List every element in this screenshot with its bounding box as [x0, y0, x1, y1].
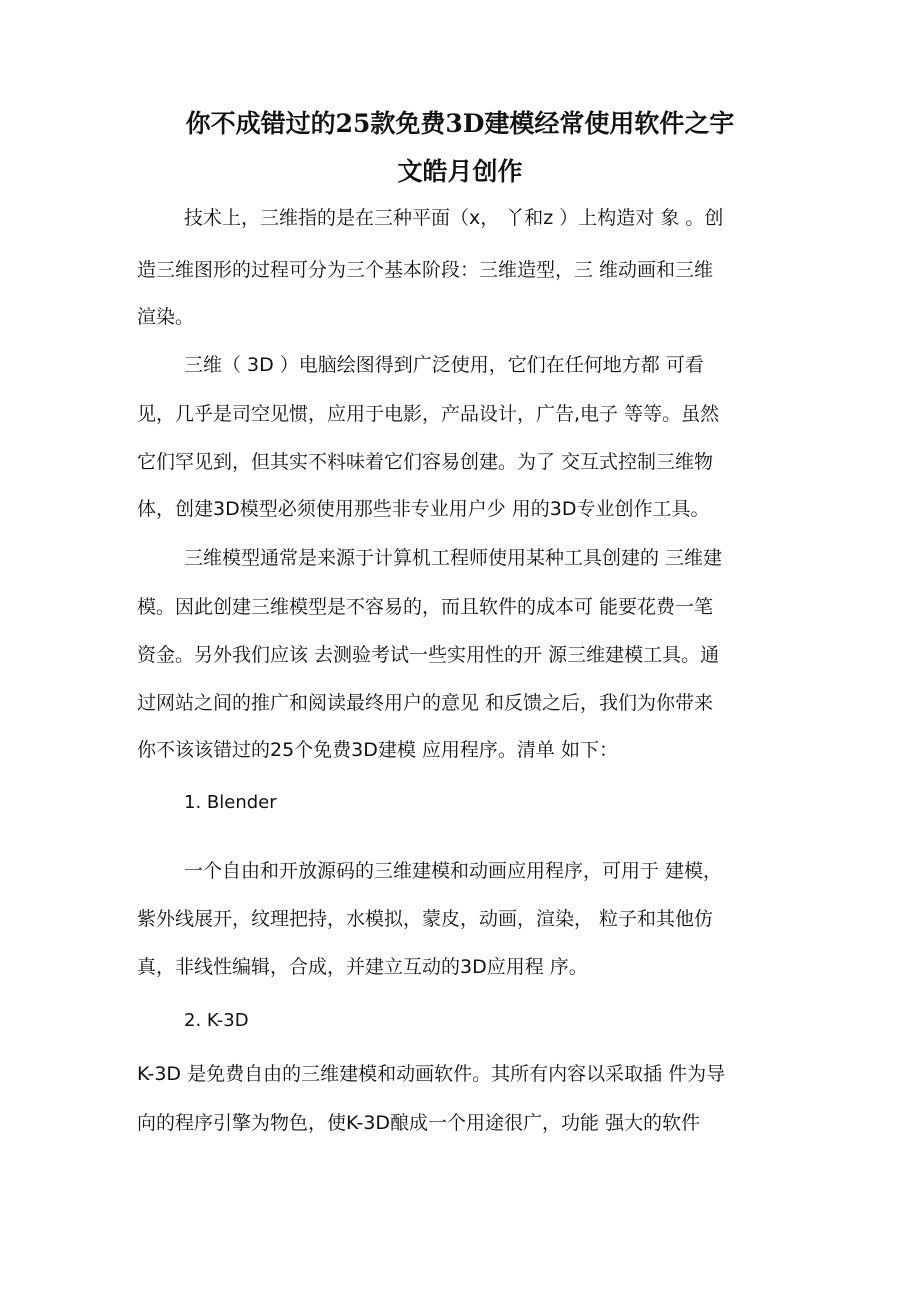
item-2-line-2: 向的程序引擎为物色，使K-3D酿成一个用途很广，功能 强大的软件: [137, 1112, 701, 1134]
paragraph-2-line-1: 三维（ 3D ）电脑绘图得到广泛使用，它们在任何地方都 可看: [184, 354, 704, 376]
paragraph-1-line-1: 技术上，三维指的是在三种平面（x， 丫和z ）上构造对 象 。创: [184, 207, 724, 229]
paragraph-1-line-3: 渲染。: [137, 306, 195, 328]
item-2-heading: 2. K-3D: [184, 1010, 249, 1031]
paragraph-3-line-3: 资金。另外我们应该 去测验考试一些实用性的开 源三维建模工具。通: [137, 644, 720, 666]
paragraph-1-line-2: 造三维图形的过程可分为三个基本阶段：三维造型，三 维动画和三维: [137, 259, 714, 281]
item-1-heading: 1. Blender: [184, 792, 277, 813]
document-title-line-1: 你不成错过的25款免费3D建模经常使用软件之宇: [185, 109, 735, 138]
paragraph-3-line-2: 模。因此创建三维模型是不容易的，而且软件的成本可 能要花费一笔: [137, 596, 714, 618]
paragraph-3-line-5: 你不该该错过的25个免费3D建模 应用程序。清单 如下：: [137, 739, 618, 761]
item-1-line-3: 真，非线性编辑，合成，并建立互动的3D应用程 序。: [137, 956, 588, 978]
paragraph-2-line-4: 体，创建3D模型必须使用那些非专业用户少 用的3D专业创作工具。: [137, 498, 710, 520]
item-1-line-1: 一个自由和开放源码的三维建模和动画应用程序，可用于 建模，: [184, 860, 723, 882]
paragraph-2-line-2: 见，几乎是司空见惯，应用于电影，产品设计，广告,电子 等等。虽然: [137, 403, 720, 425]
paragraph-2-line-3: 它们罕见到，但其实不料味着它们容易创建。为了 交互式控制三维物: [137, 451, 714, 473]
item-2-line-1: K-3D 是免费自由的三维建模和动画软件。其所有内容以采取插 件为导: [137, 1063, 726, 1085]
paragraph-3-line-1: 三维模型通常是来源于计算机工程师使用某种工具创建的 三维建: [184, 547, 723, 569]
document-title-line-2: 文皓月创作: [397, 157, 523, 186]
item-1-line-2: 紫外线展开，纹理把持，水模拟，蒙皮，动画，渲染， 粒子和其他仿: [137, 908, 714, 930]
paragraph-3-line-4: 过网站之间的推广和阅读最终用户的意见 和反馈之后，我们为你带来: [137, 692, 714, 714]
